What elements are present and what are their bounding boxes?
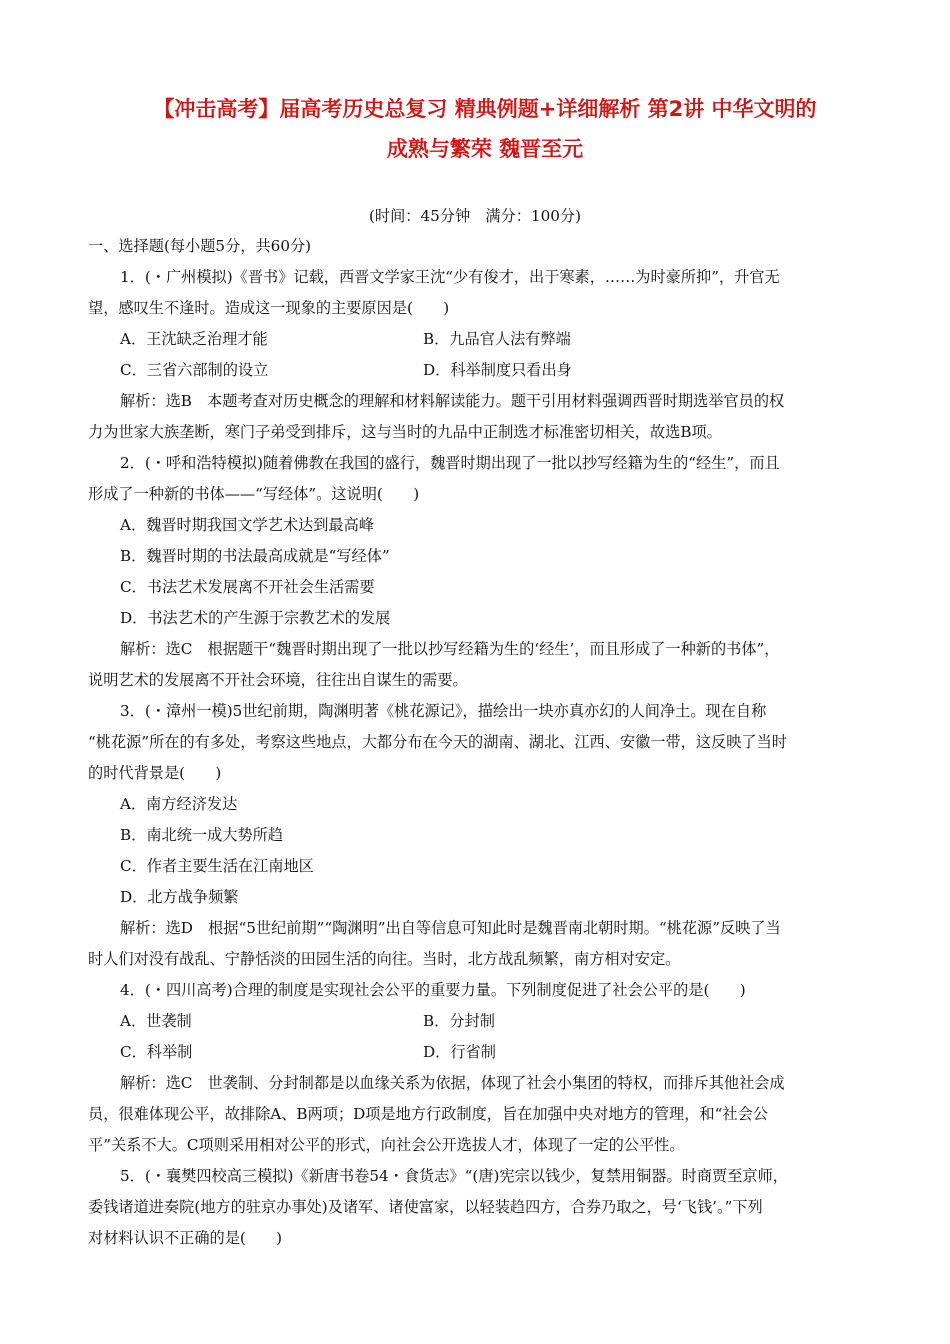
question-1-analysis-line2: 力为世家大族垄断，寒门子弟受到排斥，这与当时的九品中正制选才标准密切相关，故选B项。	[88, 423, 722, 441]
question-3-option-a: A．南方经济发达	[120, 795, 238, 813]
question-3-stem-line2: “桃花源”所在的有多处，考察这些地点，大都分布在今天的湖南、湖北、江西、安徽一带，这反映了当时	[88, 733, 787, 751]
document-title-line2: 成熟与繁荣 魏晋至元	[386, 137, 584, 161]
question-2-stem-line2: 形成了一种新的书体——“写经体”。这说明( )	[88, 485, 420, 503]
question-1-stem-line1: 1．(・广州模拟)《晋书》记载，西晋文学家王沈“少有俊才，出于寒素，……为时豪所抑”，升官无	[120, 268, 780, 286]
document-title-line1: 【冲击高考】届高考历史总复习 精典例题+详细解析 第2讲 中华文明的	[153, 97, 817, 121]
question-2-option-a: A．魏晋时期我国文学艺术达到最高峰	[120, 516, 374, 534]
question-4-analysis-line3: 平”关系不大。C项则采用相对公平的形式，向社会公开选拔人才，体现了一定的公平性。	[88, 1136, 685, 1154]
question-4-option-a: A．世袭制	[120, 1012, 192, 1030]
section-heading: 一、选择题(每小题5分，共60分)	[88, 237, 312, 255]
question-1-option-c: C．三省六部制的设立	[120, 361, 269, 379]
question-1-stem-line2: 望，感叹生不逢时。造成这一现象的主要原因是( )	[88, 299, 450, 317]
question-4-analysis-line2: 员，很难体现公平，故排除A、B两项；D项是地方行政制度，旨在加强中央对地方的管理，和“社会公	[88, 1105, 768, 1123]
question-3-analysis-line1: 解析：选D 根据“5世纪前期”“陶渊明”出自等信息可知此时是魏晋南北朝时期。“桃花源”反映了当	[120, 919, 781, 937]
question-2-option-c: C．书法艺术发展离不开社会生活需要	[120, 578, 375, 596]
question-2-analysis-line1: 解析：选C 根据题干“魏晋时期出现了一批以抄写经籍为生的‘经生’，而且形成了一种新的书体”，	[120, 640, 780, 658]
question-2-option-d: D．书法艺术的产生源于宗教艺术的发展	[120, 609, 391, 627]
question-4-option-d: D．行省制	[423, 1043, 496, 1061]
question-2-option-b: B．魏晋时期的书法最高成就是“写经体”	[120, 547, 390, 565]
question-2-analysis-line2: 说明艺术的发展离不开社会环境，往往出自谋生的需要。	[88, 671, 468, 689]
question-1-option-d: D．科举制度只看出身	[423, 361, 572, 379]
question-3-stem-line3: 的时代背景是( )	[88, 764, 222, 782]
question-2-stem-line1: 2．(・呼和浩特模拟)随着佛教在我国的盛行，魏晋时期出现了一批以抄写经籍为生的“经生”，而且	[120, 454, 780, 472]
question-5-stem-line3: 对材料认识不正确的是( )	[88, 1229, 283, 1247]
question-3-option-c: C．作者主要生活在江南地区	[120, 857, 314, 875]
question-1-option-b: B．九品官人法有弊端	[423, 330, 571, 348]
question-3-stem-line1: 3．(・漳州一模)5世纪前期，陶渊明著《桃花源记》，描绘出一块亦真亦幻的人间净土。现在自称	[120, 702, 767, 720]
question-5-stem-line2: 委钱诸道进奏院(地方的驻京办事处)及诸军、诸使富家，以轻装趋四方，合券乃取之，号‘飞钱’。”下列	[88, 1198, 763, 1216]
question-4-stem-line1: 4．(・四川高考)合理的制度是实现社会公平的重要力量。下列制度促进了社会公平的是( )	[120, 981, 746, 999]
question-4-option-c: C．科举制	[120, 1043, 193, 1061]
question-1-analysis-line1: 解析：选B 本题考查对历史概念的理解和材料解读能力。题干引用材料强调西晋时期选举官员的权	[120, 392, 785, 410]
question-5-stem-line1: 5．(・襄樊四校高三模拟)《新唐书卷54・食货志》“(唐)宪宗以钱少，复禁用铜器。时商贾至京师，	[120, 1167, 788, 1185]
question-1-option-a: A．王沈缺乏治理才能	[120, 330, 268, 348]
question-3-analysis-line2: 时人们对没有战乱、宁静恬淡的田园生活的向往。当时，北方战乱频繁，南方相对安定。	[88, 950, 681, 968]
question-3-option-b: B．南北统一成大势所趋	[120, 826, 284, 844]
question-4-option-b: B．分封制	[423, 1012, 495, 1030]
question-4-analysis-line1: 解析：选C 世袭制、分封制都是以血缘关系为依据，体现了社会小集团的特权，而排斥其他社会成	[120, 1074, 785, 1092]
time-info: (时间：45分钟 满分：100分)	[368, 207, 582, 225]
question-3-option-d: D．北方战争频繁	[120, 888, 239, 906]
